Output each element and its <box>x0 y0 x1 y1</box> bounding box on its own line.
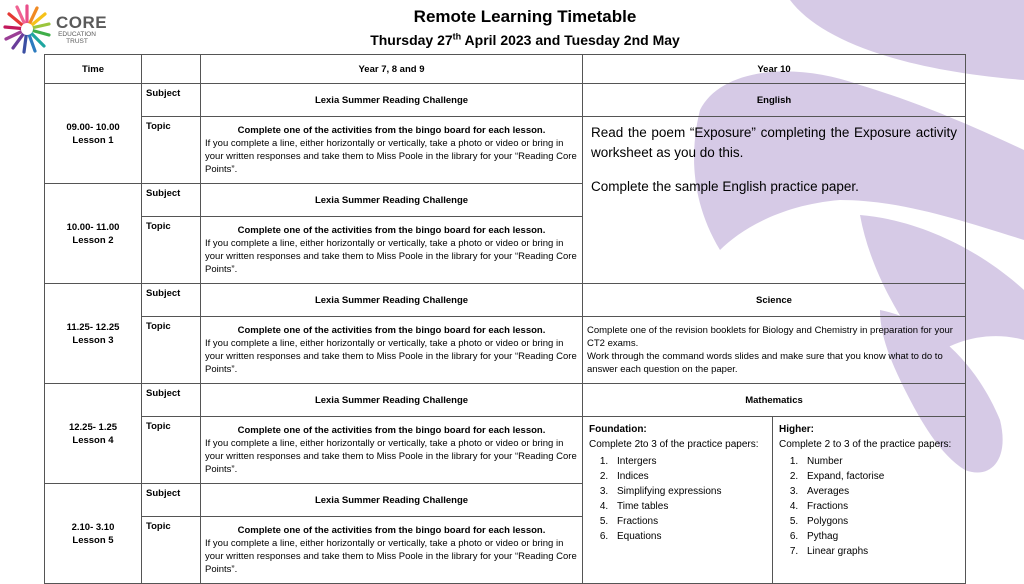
table-row <box>45 384 966 417</box>
logo-starburst-icon <box>2 2 52 56</box>
year10-maths-subject: Mathematics <box>583 384 966 417</box>
ks3-topic <box>201 217 583 284</box>
lesson-name: Lesson 3 <box>72 334 114 346</box>
year10-maths-higher <box>773 417 966 584</box>
subject-label: Subject <box>142 184 201 217</box>
year10-english-subject: English <box>583 84 966 117</box>
ks3-subject: Lexia Summer Reading Challenge <box>201 384 583 417</box>
topic-label: Topic <box>142 117 201 184</box>
table-row <box>45 417 966 484</box>
lesson-time: 2.10- 3.10 <box>71 521 115 533</box>
logo-sub-trust: TRUST <box>66 38 88 45</box>
topic-label: Topic <box>142 517 201 584</box>
higher-list <box>779 454 959 559</box>
topic-heading: Complete one of the activities from the bingo board for each lesson. <box>237 225 546 236</box>
ks3-topic <box>201 317 583 384</box>
lesson-time: 11.25- 12.25 <box>66 321 120 333</box>
header-time: Time <box>45 55 142 84</box>
logo-sub-education: EDUCATION <box>58 31 96 38</box>
lesson-name: Lesson 2 <box>72 234 114 246</box>
ks3-topic <box>201 117 583 184</box>
lesson-time: 10.00- 11.00 <box>66 221 120 233</box>
list-item: 2. Indices <box>611 469 766 484</box>
foundation-list <box>589 454 766 544</box>
lesson-4-time-cell <box>45 384 142 484</box>
ks3-subject: Lexia Summer Reading Challenge <box>201 184 583 217</box>
list-item: 4. Time tables <box>611 499 766 514</box>
year10-science-subject: Science <box>583 284 966 317</box>
timetable <box>44 54 966 584</box>
header-year-10: Year 10 <box>583 55 966 84</box>
lesson-2-time-cell <box>45 184 142 284</box>
ks3-subject: Lexia Summer Reading Challenge <box>201 84 583 117</box>
topic-heading: Complete one of the activities from the bingo board for each lesson. <box>237 525 546 536</box>
english-instruction-2: Complete the sample English practice paper. <box>591 179 859 194</box>
subject-label: Subject <box>142 84 201 117</box>
year10-english-topic <box>583 117 966 284</box>
topic-body: If you complete a line, either horizontally or vertically, take a photo or video or bring in your written responses and take them to Miss Poole in the library for your “Reading Core Points”. <box>205 538 577 575</box>
table-row <box>45 317 966 384</box>
topic-body: If you complete a line, either horizontally or vertically, take a photo or video or bring in your written responses and take them to Miss Poole in the library for your “Reading Core Points”. <box>205 238 577 275</box>
lesson-name: Lesson 4 <box>72 434 114 446</box>
topic-label: Topic <box>142 217 201 284</box>
list-item: 1. Number <box>801 454 959 469</box>
subtitle-ordinal: th <box>452 31 462 42</box>
topic-heading: Complete one of the activities from the bingo board for each lesson. <box>237 125 546 136</box>
logo-name: CORE <box>56 13 108 32</box>
science-instruction-2: Work through the command words slides and make sure that you know what to do to answer each question on the paper. <box>587 351 943 375</box>
lesson-time: 12.25- 1.25 <box>68 421 118 433</box>
page-title: Remote Learning Timetable <box>413 7 637 26</box>
year10-science-topic <box>583 317 966 384</box>
topic-label: Topic <box>142 317 201 384</box>
topic-heading: Complete one of the activities from the bingo board for each lesson. <box>237 425 546 436</box>
topic-heading: Complete one of the activities from the bingo board for each lesson. <box>237 325 546 336</box>
subject-label: Subject <box>142 384 201 417</box>
topic-label: Topic <box>142 417 201 484</box>
foundation-intro: Complete 2to 3 of the practice papers: <box>589 439 759 450</box>
topic-body: If you complete a line, either horizontally or vertically, take a photo or video or bring in your written responses and take them to Miss Poole in the library for your “Reading Core Points”. <box>205 438 577 475</box>
subtitle-end: April 2023 and Tuesday 2nd May <box>461 32 680 48</box>
header-row <box>45 55 966 84</box>
list-item: 3. Simplifying expressions <box>611 484 766 499</box>
subtitle-start: Thursday 27 <box>370 32 453 48</box>
table-row <box>45 284 966 317</box>
year10-maths-foundation <box>583 417 773 584</box>
list-item: 5. Fractions <box>611 514 766 529</box>
core-education-trust-logo <box>2 2 112 58</box>
page-subtitle <box>300 30 750 50</box>
list-item: 6. Pythag <box>801 529 959 544</box>
lesson-time: 09.00- 10.00 <box>66 121 120 133</box>
topic-body: If you complete a line, either horizontally or vertically, take a photo or video or bring in your written responses and take them to Miss Poole in the library for your “Reading Core Points”. <box>205 338 577 375</box>
list-item: 6. Equations <box>611 529 766 544</box>
ks3-topic <box>201 417 583 484</box>
science-instruction-1: Complete one of the revision booklets for Biology and Chemistry in preparation for your CT2 exams. <box>587 325 953 349</box>
foundation-heading: Foundation: <box>589 424 647 435</box>
header-blank <box>142 55 201 84</box>
higher-intro: Complete 2 to 3 of the practice papers: <box>779 439 952 450</box>
list-item: 7. Linear graphs <box>801 544 959 559</box>
table-row <box>45 84 966 117</box>
lesson-1-time-cell <box>45 84 142 184</box>
lesson-name: Lesson 5 <box>72 534 114 546</box>
list-item: 2. Expand, factorise <box>801 469 959 484</box>
table-row <box>45 117 966 184</box>
lesson-name: Lesson 1 <box>72 134 114 146</box>
higher-heading: Higher: <box>779 424 814 435</box>
lesson-5-time-cell <box>45 484 142 584</box>
header-years-7-8-9: Year 7, 8 and 9 <box>201 55 583 84</box>
english-instruction-1: Read the poem “Exposure” completing the Exposure activity worksheet as you do this. <box>591 125 958 160</box>
subject-label: Subject <box>142 284 201 317</box>
list-item: 3. Averages <box>801 484 959 499</box>
page-header <box>300 7 750 50</box>
ks3-subject: Lexia Summer Reading Challenge <box>201 484 583 517</box>
ks3-topic <box>201 517 583 584</box>
ks3-subject: Lexia Summer Reading Challenge <box>201 284 583 317</box>
list-item: 1. Intergers <box>611 454 766 469</box>
subject-label: Subject <box>142 484 201 517</box>
list-item: 4. Fractions <box>801 499 959 514</box>
topic-body: If you complete a line, either horizontally or vertically, take a photo or video or bring in your written responses and take them to Miss Poole in the library for your “Reading Core Points”. <box>205 138 577 175</box>
lesson-3-time-cell <box>45 284 142 384</box>
list-item: 5. Polygons <box>801 514 959 529</box>
